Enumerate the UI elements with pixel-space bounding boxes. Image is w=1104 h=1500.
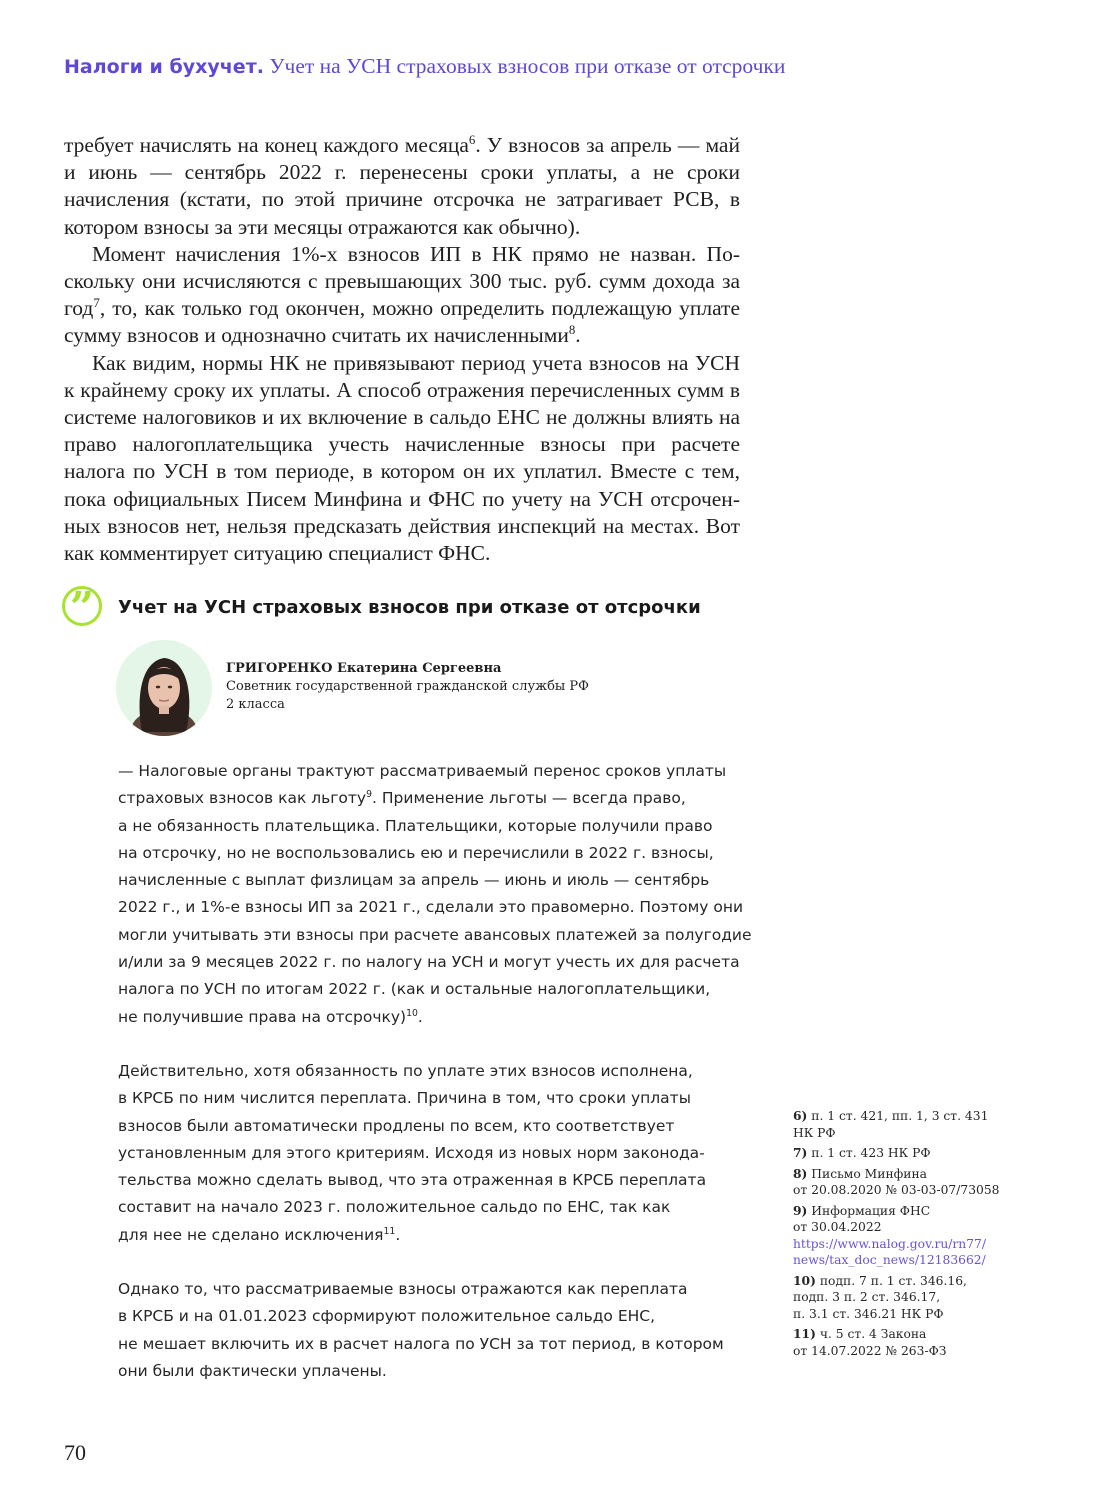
footnote-number: 9) xyxy=(793,1202,808,1218)
footnotes xyxy=(793,1108,1053,1363)
text-line: налога по УСН по итогам 2022 г. (как и остальные налогоплательщики, xyxy=(118,980,711,999)
footnote-text: от 20.08.2020 № 03-03-07/73058 xyxy=(793,1183,1000,1197)
text: , то, как только год окончен, можно определить подлежащую уплате сумму взносов и однозначно считать их начисленными xyxy=(64,296,740,348)
footnote-text: п. 1 ст. 423 НК РФ xyxy=(811,1146,931,1160)
footnote-text: Информация ФНС xyxy=(811,1203,931,1218)
footnote-text: подп. 7 п. 1 ст. 346.16, xyxy=(819,1273,967,1288)
text-line: установленным для этого критериям. Исходя из новых норм законода- xyxy=(118,1143,705,1162)
footnote-text: от 14.07.2022 № 263-ФЗ xyxy=(793,1343,947,1358)
text: . Применение льготы — всегда право, xyxy=(372,789,686,808)
text-line: в КРСБ и на 01.01.2023 сформируют положительное сальдо ЕНС, xyxy=(118,1307,656,1326)
header-section: Налоги и бухучет. xyxy=(64,56,264,78)
expert-role-continued: 2 класса xyxy=(226,697,285,712)
quote-mark-icon xyxy=(62,583,102,632)
text: не получившие права на отсрочку) xyxy=(118,1007,407,1026)
text: . xyxy=(575,323,581,348)
expert-role: Советник государственной гражданской службы РФ xyxy=(226,679,589,694)
footnote-text: подп. 3 п. 2 ст. 346.17, xyxy=(793,1290,941,1304)
footnote-text: НК РФ xyxy=(793,1125,836,1140)
footnote-link[interactable]: news/tax_doc_news/12183662/ xyxy=(793,1253,986,1267)
footnote-ref[interactable]: 9 xyxy=(366,789,373,801)
quote-title: Учет на УСН страховых взносов при отказе от отсрочки xyxy=(118,597,701,618)
text-line xyxy=(118,785,758,812)
footnote-number: 10) xyxy=(793,1272,816,1288)
header-title: Учет на УСН страховых взносов при отказе от отсрочки xyxy=(269,54,786,78)
text-line: в КРСБ по ним числится переплата. Причина в том, что сроки уплаты xyxy=(118,1089,691,1108)
text: . У взносов за апрель — май и июнь — сентябрь 2022 г. перенесены сроки уплаты, а не сроки начисления (кстати, по этой причине отсрочка не затрагивает РСВ, в котором взносы за эти месяцы отражаются как обычно). xyxy=(64,133,740,239)
footnote-number: 8) xyxy=(793,1165,808,1181)
footnote-number: 6) xyxy=(793,1108,808,1123)
footnote-8 xyxy=(793,1166,1053,1199)
footnote-9 xyxy=(793,1203,1053,1269)
footnote-7 xyxy=(793,1145,1053,1162)
expert-name: ГРИГОРЕНКО Екатерина Сергеевна xyxy=(226,661,502,676)
expert-quote-header xyxy=(62,583,762,632)
page-number: 70 xyxy=(64,1440,86,1465)
expert-info xyxy=(226,660,589,714)
article-body xyxy=(64,132,740,567)
portrait-icon xyxy=(116,640,212,736)
text-line: а не обязанность плательщика. Плательщики, которые получили право xyxy=(118,816,713,835)
footnote-ref[interactable]: 10 xyxy=(406,1007,418,1019)
text-line: они были фактически уплачены. xyxy=(118,1361,387,1380)
running-header xyxy=(64,54,1064,79)
footnote-ref[interactable]: 6 xyxy=(468,132,476,147)
footnote-11 xyxy=(793,1326,1053,1359)
footnote-text: п. 3.1 ст. 346.21 НК РФ xyxy=(793,1306,944,1321)
footnote-number: 11) xyxy=(793,1326,816,1341)
text: требует начислять на конец каждого месяца xyxy=(64,133,469,157)
footnote-6 xyxy=(793,1108,1053,1141)
quote-paragraph-2 xyxy=(118,1058,758,1249)
footnote-link[interactable]: https://www.nalog.gov.ru/rn77/ xyxy=(793,1236,987,1251)
footnote-ref[interactable]: 7 xyxy=(93,296,100,311)
text-line xyxy=(118,1004,758,1031)
quote-glyph: ” xyxy=(69,583,95,632)
text-line: не мешает включить их в расчет налога по УСН за тот период, в котором xyxy=(118,1334,724,1353)
footnote-ref[interactable]: 8 xyxy=(568,323,576,338)
text-line xyxy=(118,1222,758,1249)
text-line: взносов были автоматически продлены по всем, кто соответствует xyxy=(118,1116,675,1135)
footnote-10 xyxy=(793,1273,1053,1323)
text-line: — Налоговые органы трактуют рассматриваемый перенос сроков уплаты xyxy=(118,762,727,780)
text-line: начисленные с выплат физлицам за апрель — июнь и июль — сентябрь xyxy=(118,871,710,890)
text-line: на отсрочку, но не воспользовались ею и перечислили в 2022 г. взносы, xyxy=(118,843,714,862)
footnote-text: ч. 5 ст. 4 Закона xyxy=(819,1327,927,1341)
text-line: составит на начало 2023 г. положительное сальдо по ЕНС, так как xyxy=(118,1198,671,1217)
text-line: 2022 г., и 1%-е взносы ИП за 2021 г., сделали это правомерно. Поэтому они xyxy=(118,898,744,917)
text: страховых взносов как льготу xyxy=(118,789,367,808)
text-line: Однако то, что рассматриваемые взносы отражаются как переплата xyxy=(118,1280,688,1299)
footnote-text: от 30.04.2022 xyxy=(793,1220,882,1234)
paragraph-1 xyxy=(64,132,740,241)
text-line: и/или за 9 месяцев 2022 г. по налогу на УСН и могут учесть их для расчета xyxy=(118,953,740,972)
text-line: Действительно, хотя обязанность по уплате этих взносов исполнена, xyxy=(118,1061,693,1080)
footnote-ref[interactable]: 11 xyxy=(383,1225,396,1237)
quote-paragraph-1 xyxy=(118,758,758,1031)
footnote-text: Письмо Минфина xyxy=(811,1166,928,1181)
paragraph-2 xyxy=(64,241,740,350)
quote-body xyxy=(118,758,758,1412)
quote-paragraph-3 xyxy=(118,1276,758,1385)
paragraph-3: Как видим, нормы НК не привязывают период учета взносов на УСН к крайнему сроку их уплаты. А способ отражения перечисленных сумм в системе налоговиков и их включение в сальдо ЕНС не должны влиять на право налогоплательщика учесть начисленные взносы при расчете налога по УСН в том периоде, в котором он их уплатил. Вместе с тем, пока официальных Писем Минфина и ФНС по учету на УСН отсроченных взносов нет, нельзя предсказать действия инспекций на местах. Вот как комментирует ситуацию специалист ФНС. xyxy=(64,350,740,566)
avatar xyxy=(116,640,212,736)
text: . xyxy=(417,1007,423,1026)
footnote-number: 7) xyxy=(793,1145,808,1160)
text-line: могли учитывать эти взносы при расчете авансовых платежей за полугодие xyxy=(118,925,752,944)
footnote-text: п. 1 ст. 421, пп. 1, 3 ст. 431 xyxy=(811,1109,989,1123)
text-line: тельства можно сделать вывод, что эта отраженная в КРСБ переплата xyxy=(118,1171,707,1190)
text: для нее не сделано исключения xyxy=(118,1225,384,1244)
text: Момент начисления 1%-х взносов ИП в НК прямо не назван. Поскольку они исчисляются с превышающих 300 тыс. руб. сумм дохода за год xyxy=(64,241,740,321)
text: . xyxy=(395,1225,401,1244)
